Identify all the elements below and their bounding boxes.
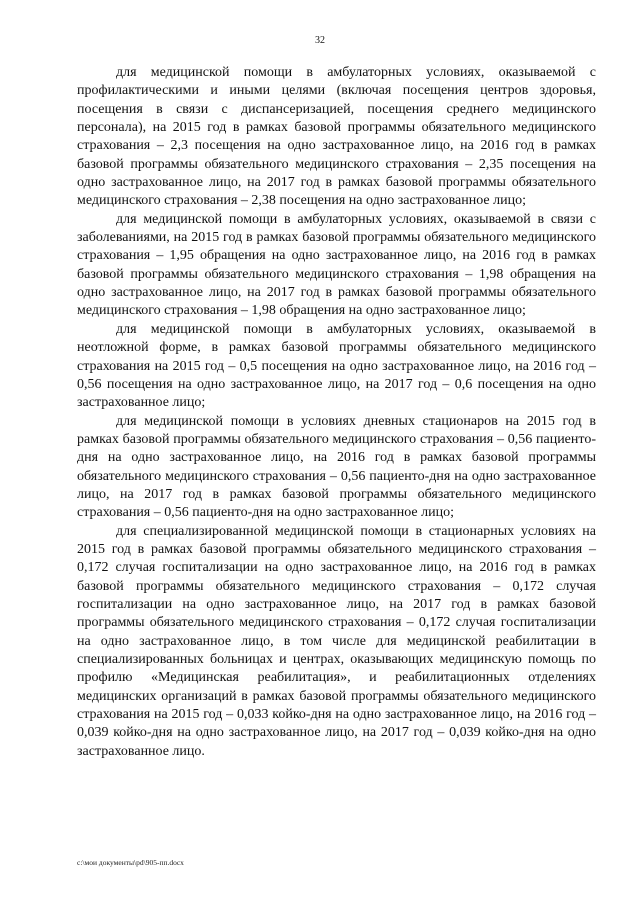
- paragraph-inpatient-specialized: для специализированной медицинской помощи в стационарных условиях на 2015 год в рамках базовой программы обязательного медицинского страхования – 0,172 случая госпитализации на одно застрахованное лицо, на 2016 год в рамках базовой программы обязательного медицинского страхования – 0,172 случая госпитализации на одно застрахованное лицо, на 2017 год в рамках базовой программы обязательного медицинского страхования – 0,172 случая госпитализации на одно застрахованное лицо, в том числе для медицинской реабилитации в специализированных больницах и центрах, оказывающих медицинскую помощь по профилю «Медицинская реабилитация», и реабилитационных отделениях медицинских организаций в рамках базовой программы обязательного медицинского страхования на 2015 год – 0,033 койко-дня на одно застрахованное лицо, на 2016 год – 0,039 койко-дня на одно застрахованное лицо, на 2017 год – 0,039 койко-дня на одно застрахованное лицо.: [77, 523, 596, 759]
- paragraph-day-hospital: для медицинской помощи в условиях дневных стационаров на 2015 год в рамках базовой программы обязательного медицинского страхования – 0,56 пациенто-дня на одно застрахованное лицо, на 2016 год в рамках базовой программы обязательного медицинского страхования – 0,56 пациенто-дня на одно застрахованное лицо, на 2017 год в рамках базовой программы обязательного медицинского страхования – 0,56 пациенто-дня на одно застрахованное лицо;: [77, 413, 596, 521]
- paragraph-outpatient-urgent: для медицинской помощи в амбулаторных условиях, оказываемой в неотложной форме, в рамках базовой программы обязательного медицинского страхования на 2015 год – 0,5 посещения на одно застрахованное лицо, на 2016 год – 0,56 посещения на одно застрахованное лицо, на 2017 год – 0,6 посещения на одно застрахованное лицо;: [77, 321, 596, 411]
- paragraph-outpatient-preventive: для медицинской помощи в амбулаторных условиях, оказываемой с профилактическими и иными целями (включая посещения центров здоровья, посещения в связи с диспансеризацией, посещения среднего медицинского персонала), на 2015 год в рамках базовой программы обязательного медицинского страхования – 2,3 посещения на одно застрахованное лицо, на 2016 год в рамках базовой программы обязательного медицинского страхования – 2,35 посещения на одно застрахованное лицо, на 2017 год в рамках базовой программы обязательного медицинского страхования – 2,38 посещения на одно застрахованное лицо;: [77, 65, 596, 209]
- document-body: [77, 64, 596, 761]
- file-path-footer: c:\мои документы\pd\905-пп.docx: [77, 858, 184, 867]
- page-number: 32: [315, 35, 325, 46]
- paragraph-outpatient-disease: для медицинской помощи в амбулаторных условиях, оказываемой в связи с заболеваниями, на 2015 год в рамках базовой программы обязательного медицинского страхования – 1,95 обращения на одно застрахованное лицо, на 2016 год в рамках базовой программы обязательного медицинского страхования – 1,98 обращения на одно застрахованное лицо, на 2017 год в рамках базовой программы обязательного медицинского страхования – 1,98 обращения на одно застрахованное лицо;: [77, 211, 596, 319]
